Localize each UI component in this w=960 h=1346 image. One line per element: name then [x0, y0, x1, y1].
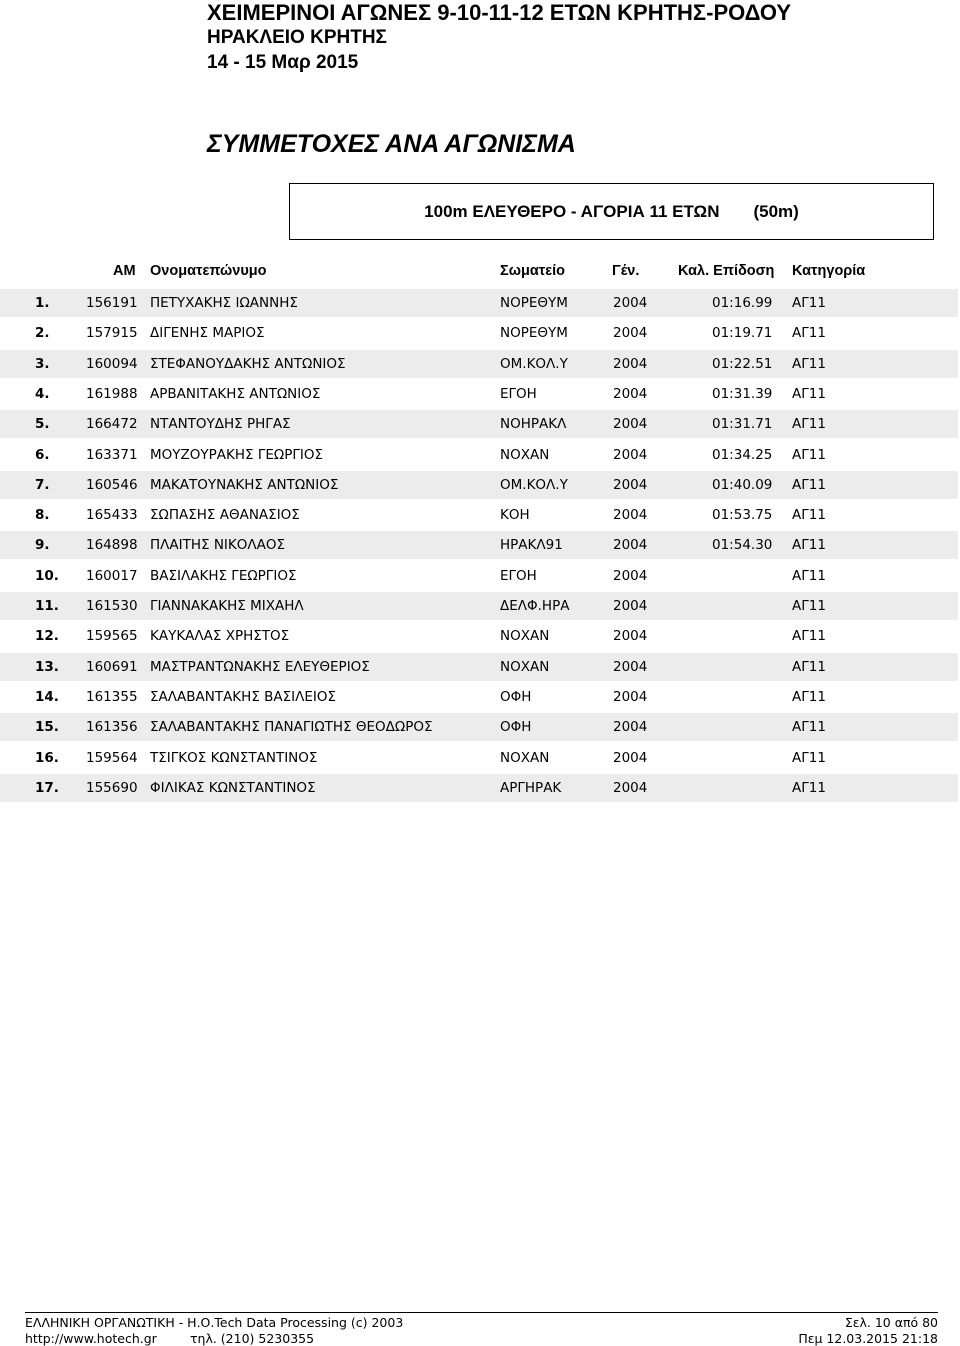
entry-am: 163371: [86, 446, 138, 463]
footer-page: Σελ. 10 από 80: [844, 1315, 938, 1330]
entry-club: ΟΜ.ΚΟΛ.Υ: [500, 476, 568, 493]
entry-am: 160691: [86, 658, 138, 675]
col-header-year: Γέν.: [612, 263, 640, 279]
table-row: [0, 289, 958, 317]
entry-club: ΚΟΗ: [500, 507, 530, 524]
entry-rank: 7.: [35, 476, 50, 493]
entry-name: ΣΩΠΑΣΗΣ ΑΘΑΝΑΣΙΟΣ: [150, 507, 300, 524]
entry-club: ΝΟΡΕΘΥΜ: [500, 325, 568, 342]
table-row: [0, 319, 958, 347]
entry-time: 01:54.30: [712, 537, 773, 554]
footer-divider: [25, 1312, 938, 1313]
entry-am: 160094: [86, 355, 138, 372]
entry-category: ΑΓ11: [792, 567, 826, 584]
col-header-time: Καλ. Επίδοση: [678, 263, 775, 279]
entry-club: ΗΡΑΚΛ91: [500, 537, 563, 554]
entry-name: ΣΤΕΦΑΝΟΥΔΑΚΗΣ ΑΝΤΩΝΙΟΣ: [150, 355, 346, 372]
entry-year: 2004: [613, 598, 648, 614]
entry-am: 161988: [86, 385, 138, 402]
entry-club: ΕΓΟΗ: [500, 567, 537, 584]
entry-time: 01:31.39: [712, 385, 773, 402]
entry-rank: 1.: [35, 295, 50, 311]
entry-club: ΝΟΧΑΝ: [500, 628, 550, 645]
entry-category: ΑΓ11: [792, 507, 826, 524]
entry-name: ΜΟΥΖΟΥΡΑΚΗΣ ΓΕΩΡΓΙΟΣ: [150, 446, 324, 463]
entry-name: ΚΑΥΚΑΛΑΣ ΧΡΗΣΤΟΣ: [150, 628, 290, 645]
entry-club: ΑΡΓΗΡΑΚ: [500, 779, 562, 796]
entry-name: ΣΑΛΑΒΑΝΤΑΚΗΣ ΠΑΝΑΓΙΩΤΗΣ ΘΕΟΔΩΡΟΣ: [150, 719, 433, 736]
entry-name: ΒΑΣΙΛΑΚΗΣ ΓΕΩΡΓΙΟΣ: [150, 567, 297, 584]
table-row: [0, 410, 958, 438]
entry-rank: 4.: [35, 385, 50, 402]
entry-year: 2004: [613, 688, 648, 705]
entry-am: 160546: [86, 476, 138, 493]
entry-am: 159565: [86, 628, 138, 645]
entry-name: ΜΑΚΑΤΟΥΝΑΚΗΣ ΑΝΤΩΝΙΟΣ: [150, 476, 339, 493]
table-row: [0, 774, 958, 802]
entry-time: 01:34.25: [712, 446, 773, 463]
entry-club: ΟΦΗ: [500, 688, 532, 705]
entry-category: ΑΓ11: [792, 325, 826, 342]
entry-am: 156191: [86, 295, 138, 311]
entry-year: 2004: [613, 325, 648, 342]
section-title: ΣΥΜΜΕΤΟΧΕΣ ΑΝΑ ΑΓΩΝΙΣΜΑ: [207, 130, 576, 158]
competition-title: ΧΕΙΜΕΡΙΝΟΙ ΑΓΩΝΕΣ 9-10-11-12 ΕΤΩΝ ΚΡΗΤΗΣ-ΡΟΔΟΥ: [207, 0, 792, 25]
entry-name: ΣΑΛΑΒΑΝΤΑΚΗΣ ΒΑΣΙΛΕΙΟΣ: [150, 688, 337, 705]
entry-club: ΕΓΟΗ: [500, 385, 537, 402]
entry-category: ΑΓ11: [792, 416, 826, 433]
table-row: [0, 471, 958, 499]
table-row: [0, 622, 958, 650]
entry-name: ΦΙΛΙΚΑΣ ΚΩΝΣΤΑΝΤΙΝΟΣ: [150, 779, 316, 796]
entry-year: 2004: [613, 416, 648, 433]
entry-rank: 9.: [35, 537, 50, 554]
table-row: [0, 592, 958, 620]
table-row: [0, 744, 958, 772]
entry-year: 2004: [613, 567, 648, 584]
table-row: [0, 441, 958, 469]
entry-club: ΟΜ.ΚΟΛ.Υ: [500, 355, 568, 372]
entry-rank: 8.: [35, 507, 50, 524]
competition-dates: 14 - 15 Μαρ 2015: [207, 52, 359, 73]
entry-year: 2004: [613, 658, 648, 675]
entry-club: ΝΟΧΑΝ: [500, 749, 550, 766]
table-row: [0, 501, 958, 529]
entry-category: ΑΓ11: [792, 295, 826, 311]
entry-year: 2004: [613, 779, 648, 796]
table-row: [0, 531, 958, 559]
entry-year: 2004: [613, 295, 648, 311]
footer-website: http://www.hotech.gr: [25, 1331, 157, 1346]
entry-am: 155690: [86, 779, 138, 796]
table-row: [0, 562, 958, 590]
entry-category: ΑΓ11: [792, 688, 826, 705]
entry-name: ΠΕΤΥΧΑΚΗΣ ΙΩΑΝΝΗΣ: [150, 295, 298, 311]
entry-time: 01:19.71: [712, 325, 773, 342]
entry-rank: 13.: [35, 658, 59, 675]
col-header-club: Σωματείο: [500, 263, 565, 279]
footer-org: ΕΛΛΗΝΙΚΗ ΟΡΓΑΝΩΤΙΚΗ - Η.Ο.Tech Data Processing (c) 2003: [25, 1315, 404, 1330]
event-pool: (50m): [753, 201, 799, 221]
entry-name: ΓΙΑΝΝΑΚΑΚΗΣ ΜΙΧΑΗΛ: [150, 598, 304, 614]
entry-club: ΝΟΡΕΘΥΜ: [500, 295, 568, 311]
entry-club: ΝΟΧΑΝ: [500, 446, 550, 463]
col-header-am: ΑΜ: [113, 263, 136, 279]
entry-rank: 10.: [35, 567, 59, 584]
entry-name: ΑΡΒΑΝΙΤΑΚΗΣ ΑΝΤΩΝΙΟΣ: [150, 385, 321, 402]
entry-rank: 6.: [35, 446, 50, 463]
col-header-category: Κατηγορία: [792, 263, 866, 279]
event-name: 100m ΕΛΕΥΘΕΡΟ - ΑΓΟΡΙΑ 11 ΕΤΩΝ: [424, 201, 720, 221]
entry-name: ΝΤΑΝΤΟΥΔΗΣ ΡΗΓΑΣ: [150, 416, 291, 433]
entry-category: ΑΓ11: [792, 779, 826, 796]
col-header-name: Ονοματεπώνυμο: [150, 263, 267, 279]
competition-location: ΗΡΑΚΛΕΙΟ ΚΡΗΤΗΣ: [207, 27, 387, 48]
entry-time: 01:40.09: [712, 476, 773, 493]
entry-time: 01:16.99: [712, 295, 773, 311]
entry-rank: 2.: [35, 325, 50, 342]
entry-category: ΑΓ11: [792, 537, 826, 554]
entry-name: ΔΙΓΕΝΗΣ ΜΑΡΙΟΣ: [150, 325, 265, 342]
entry-year: 2004: [613, 446, 648, 463]
entry-year: 2004: [613, 719, 648, 736]
entry-club: ΝΟΧΑΝ: [500, 658, 550, 675]
entry-rank: 12.: [35, 628, 59, 645]
entry-am: 159564: [86, 749, 138, 766]
entry-rank: 5.: [35, 416, 50, 433]
footer-printed: Πεμ 12.03.2015 21:18: [798, 1331, 938, 1346]
entry-year: 2004: [613, 355, 648, 372]
table-row: [0, 713, 958, 741]
entry-am: 157915: [86, 325, 138, 342]
entry-club: ΝΟΗΡΑΚΛ: [500, 416, 567, 433]
entry-club: ΟΦΗ: [500, 719, 532, 736]
entry-am: 161530: [86, 598, 138, 614]
entry-time: 01:53.75: [712, 507, 773, 524]
entry-category: ΑΓ11: [792, 446, 826, 463]
entry-name: ΠΛΑΙΤΗΣ ΝΙΚΟΛΑΟΣ: [150, 537, 286, 554]
entry-year: 2004: [613, 385, 648, 402]
entry-rank: 14.: [35, 688, 59, 705]
footer-phone: τηλ. (210) 5230355: [190, 1331, 315, 1346]
entry-am: 161355: [86, 688, 138, 705]
entry-category: ΑΓ11: [792, 719, 826, 736]
entry-year: 2004: [613, 628, 648, 645]
entry-rank: 17.: [35, 779, 59, 796]
entry-year: 2004: [613, 476, 648, 493]
entry-am: 160017: [86, 567, 138, 584]
entry-am: 165433: [86, 507, 138, 524]
table-row: [0, 683, 958, 711]
table-row: [0, 350, 958, 378]
entry-category: ΑΓ11: [792, 476, 826, 493]
table-row: [0, 380, 958, 408]
entry-time: 01:31.71: [712, 416, 773, 433]
entry-category: ΑΓ11: [792, 598, 826, 614]
entry-year: 2004: [613, 537, 648, 554]
entry-category: ΑΓ11: [792, 628, 826, 645]
entry-time: 01:22.51: [712, 355, 773, 372]
entry-category: ΑΓ11: [792, 658, 826, 675]
table-row: [0, 653, 958, 681]
event-title-box: [289, 183, 934, 240]
entry-rank: 15.: [35, 719, 59, 736]
entry-category: ΑΓ11: [792, 749, 826, 766]
entry-name: ΜΑΣΤΡΑΝΤΩΝΑΚΗΣ ΕΛΕΥΘΕΡΙΟΣ: [150, 658, 370, 675]
entry-am: 164898: [86, 537, 138, 554]
entry-rank: 3.: [35, 355, 50, 372]
entry-rank: 16.: [35, 749, 59, 766]
entry-category: ΑΓ11: [792, 385, 826, 402]
entry-am: 166472: [86, 416, 138, 433]
entry-rank: 11.: [35, 598, 59, 614]
entry-year: 2004: [613, 507, 648, 524]
entry-am: 161356: [86, 719, 138, 736]
entry-year: 2004: [613, 749, 648, 766]
entry-name: ΤΣΙΓΚΟΣ ΚΩΝΣΤΑΝΤΙΝΟΣ: [150, 749, 318, 766]
entry-club: ΔΕΛΦ.ΗΡΑ: [500, 598, 570, 614]
entry-category: ΑΓ11: [792, 355, 826, 372]
